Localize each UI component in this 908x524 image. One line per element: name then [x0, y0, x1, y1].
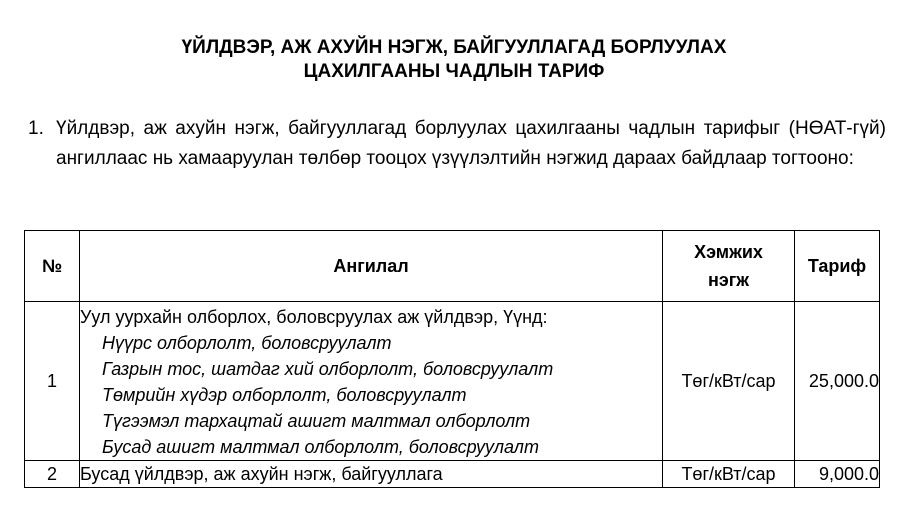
- item-number: 1.: [28, 118, 44, 139]
- row-2-unit: Төг/кВт/сар: [663, 461, 795, 488]
- row-1-tariff: 25,000.0: [795, 302, 880, 461]
- row-1-subitem: Төмрийн хүдэр олборлолт, боловсруулалт: [102, 385, 467, 405]
- intro-paragraph: [28, 114, 886, 174]
- row-2-tariff: 9,000.0: [795, 461, 880, 488]
- header-unit-line-1: Хэмжих: [694, 242, 763, 262]
- table-header-row: [25, 231, 880, 302]
- intro-text: Үйлдвэр, аж ахуйн нэгж, байгууллагад борлуулах цахилгааны чадлын тарифыг (НӨАТ-гүй) ангиллаас нь хамааруулан төлбөр тооцох үзүүлэлтийн нэгжид дараах байдлаар тогтооно:: [56, 118, 886, 169]
- row-1-category-heading: Уул уурхайн олборлох, боловсруулах аж үйлдвэр, Үүнд:: [80, 307, 548, 327]
- header-tariff: Тариф: [795, 231, 880, 302]
- document-title: [0, 36, 908, 84]
- row-2-category: Бусад үйлдвэр, аж ахуйн нэгж, байгууллага: [80, 461, 663, 488]
- row-2-no: 2: [25, 461, 80, 488]
- row-1-no: 1: [25, 302, 80, 461]
- row-1-subitem: Нүүрс олборлолт, боловсруулалт: [102, 333, 392, 353]
- title-line-2: ЦАХИЛГААНЫ ЧАДЛЫН ТАРИФ: [303, 61, 605, 82]
- tariff-table: [24, 230, 880, 488]
- row-1-unit: Төг/кВт/сар: [663, 302, 795, 461]
- row-1-subitem: Бусад ашигт малтмал олборлолт, боловсруулалт: [102, 437, 539, 457]
- table-row: [25, 302, 880, 461]
- header-no: №: [25, 231, 80, 302]
- header-unit: [663, 231, 795, 302]
- row-1-subitem: Түгээмэл тархацтай ашигт малтмал олборлолт: [102, 411, 531, 431]
- title-line-1: ҮЙЛДВЭР, АЖ АХУЙН НЭГЖ, БАЙГУУЛЛАГАД БОРЛУУЛАХ: [181, 37, 727, 58]
- row-1-category: [80, 302, 663, 461]
- header-category: Ангилал: [80, 231, 663, 302]
- table-row: [25, 461, 880, 488]
- row-1-subitem: Газрын тос, шатдаг хий олборлолт, боловсруулалт: [102, 359, 554, 379]
- header-unit-line-2: нэгж: [707, 270, 750, 290]
